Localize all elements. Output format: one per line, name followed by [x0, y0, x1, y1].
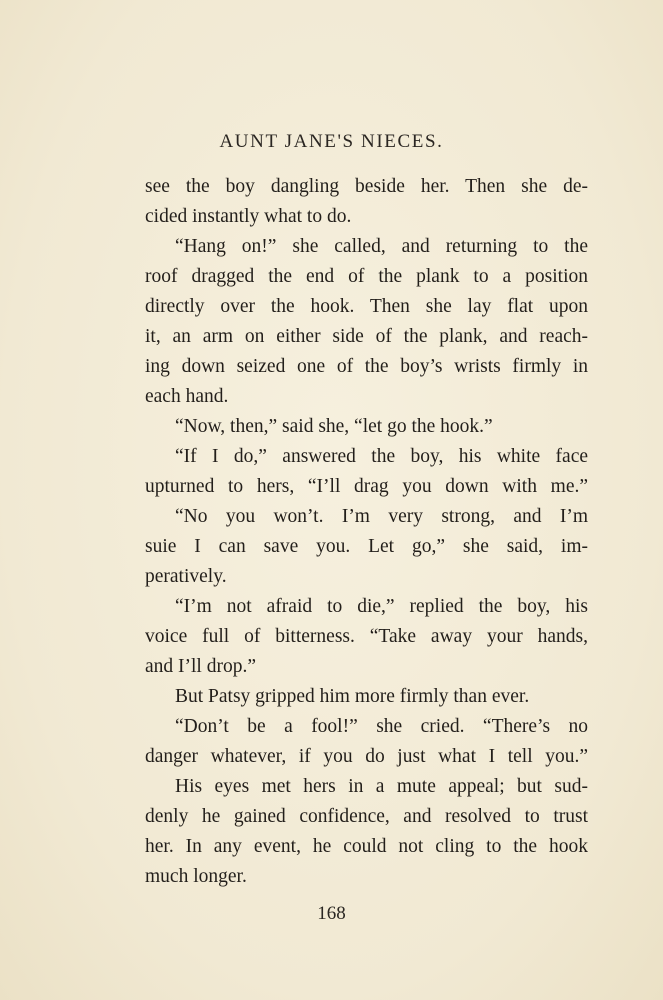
- text-line: danger whatever, if you do just what I tell you.”: [145, 746, 588, 767]
- text-line: suie I can save you. Let go,” she said, im-: [145, 536, 588, 557]
- text-line: But Patsy gripped him more firmly than ever.: [175, 686, 530, 707]
- text-line: cided instantly what to do.: [145, 206, 352, 227]
- page-number: 168: [317, 903, 346, 924]
- text-line: directly over the hook. Then she lay flat upon: [145, 296, 588, 317]
- text-line: and I’ll drop.”: [145, 656, 257, 677]
- text-line: peratively.: [145, 566, 227, 587]
- text-line: it, an arm on either side of the plank, and reach-: [145, 326, 588, 347]
- text-line: upturned to hers, “I’ll drag you down with me.”: [145, 476, 588, 497]
- text-line: much longer.: [145, 866, 247, 887]
- text-line: “No you won’t. I’m very strong, and I’m: [175, 506, 588, 527]
- text-line: His eyes met hers in a mute appeal; but sud-: [175, 776, 588, 797]
- text-line: her. In any event, he could not cling to the hook: [145, 836, 588, 857]
- text-line: “If I do,” answered the boy, his white face: [175, 446, 588, 467]
- text-line: denly he gained confidence, and resolved to trust: [145, 806, 588, 827]
- text-line: see the boy dangling beside her. Then she de-: [145, 176, 588, 197]
- text-line: “Now, then,” said she, “let go the hook.”: [175, 416, 493, 437]
- running-head: AUNT JANE'S NIECES.: [219, 131, 444, 152]
- text-line: voice full of bitterness. “Take away your hands,: [145, 626, 588, 647]
- text-line: “Hang on!” she called, and returning to the: [175, 236, 588, 257]
- text-line: roof dragged the end of the plank to a position: [145, 266, 588, 287]
- text-line: “I’m not afraid to die,” replied the boy, his: [175, 596, 588, 617]
- text-line: each hand.: [145, 386, 229, 407]
- text-line: “Don’t be a fool!” she cried. “There’s no: [175, 716, 588, 737]
- text-line: ing down seized one of the boy’s wrists firmly in: [145, 356, 588, 377]
- body-text: [145, 172, 588, 892]
